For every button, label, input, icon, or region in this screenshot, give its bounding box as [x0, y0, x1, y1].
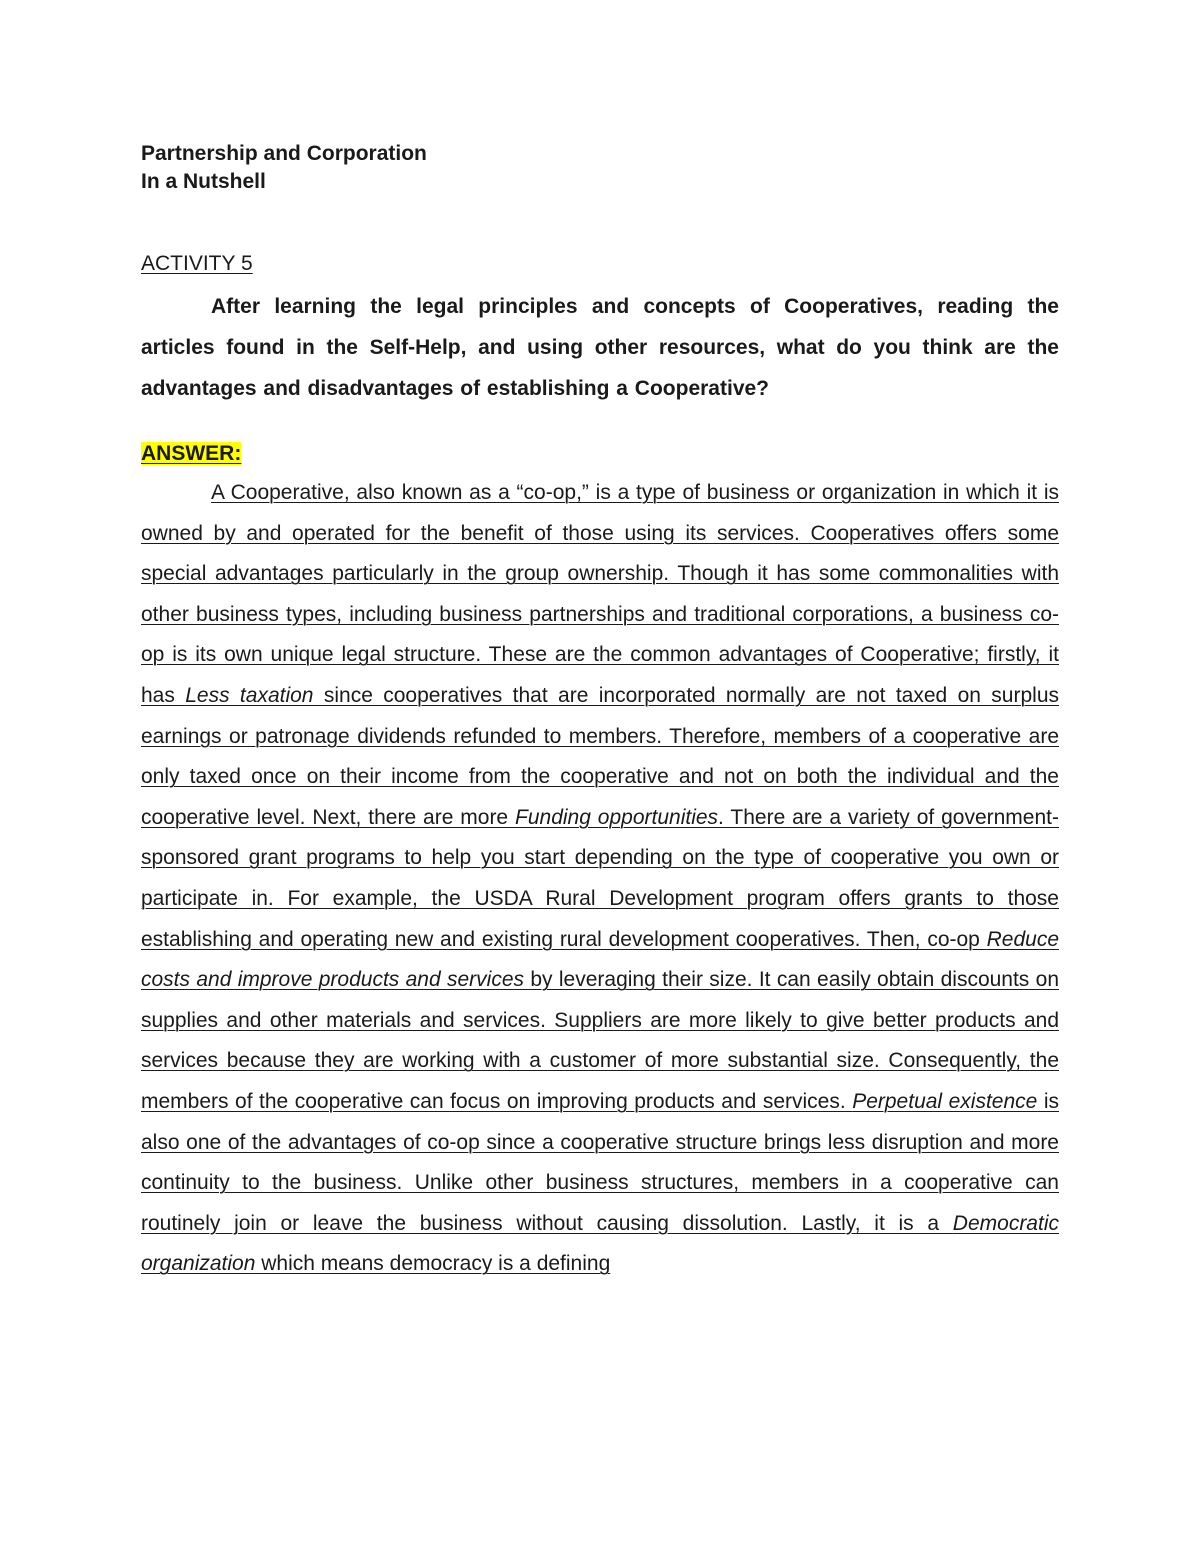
title-line-1: Partnership and Corporation: [141, 142, 427, 165]
answer-emphasis-funding: Funding opportunities: [515, 805, 719, 829]
answer-text-2: since cooperatives that are incorporated normally are not taxed on surplus earnings or patronage dividends refunded to members. Therefore, members of a cooperative are only taxed once on their income from the cooperative and not on both the individual and the cooperative level. Next, there are more: [141, 683, 1059, 829]
answer-emphasis-perpetual: Perpetual existence: [852, 1089, 1038, 1113]
answer-text-3: . There are a variety of government-sponsored grant programs to help you start depending on the type of cooperative you own or participate in. For example, the USDA Rural Development program offers grants to those establishing and operating new and existing rural development cooperatives. Then, co-op: [141, 805, 1059, 951]
answer-label-highlight: ANSWER:: [141, 442, 242, 465]
answer-label: [141, 439, 1059, 469]
activity-heading: ACTIVITY 5: [141, 252, 253, 275]
answer-emphasis-reduce-costs: Reduce costs and improve products and services: [141, 927, 1059, 992]
answer-emphasis-less-taxation: Less taxation: [185, 683, 314, 707]
answer-paragraph: [141, 473, 1059, 1285]
document-page: [141, 140, 1059, 1285]
activity-question: After learning the legal principles and concepts of Cooperatives, reading the articles found in the Self-Help, and using other resources, what do you think are the advantages and disadvantages of establishing a Cooperative?: [141, 295, 1059, 400]
answer-text-4: by leveraging their size. It can easily obtain discounts on supplies and other materials and services. Suppliers are more likely to give better products and services because they are working with a customer of more substantial size. Consequently, the members of the cooperative can focus on improving products and services.: [141, 968, 1060, 1113]
answer-text-5: is also one of the advantages of co-op since a cooperative structure brings less disruption and more continuity to the business. Unlike other business structures, members in a cooperative can routinely join or leave the business without causing dissolution. Lastly, it is a: [141, 1089, 1059, 1235]
answer-text-1: A Cooperative, also known as a “co-op,” is a type of business or organization in which it is owned by and operated for the benefit of those using its services. Cooperatives offers some special advantages particularly in the group ownership. Though it has some commonalities with other business types, including business partnerships and traditional corporations, a business co-op is its own unique legal structure. These are the common advantages of Cooperative; firstly, it has: [141, 481, 1059, 707]
document-title: [141, 140, 1059, 196]
answer-text-6: which means democracy is a defining: [255, 1252, 611, 1276]
title-line-2: In a Nutshell: [141, 170, 266, 193]
answer-emphasis-democratic: Democratic organization: [141, 1211, 1059, 1276]
